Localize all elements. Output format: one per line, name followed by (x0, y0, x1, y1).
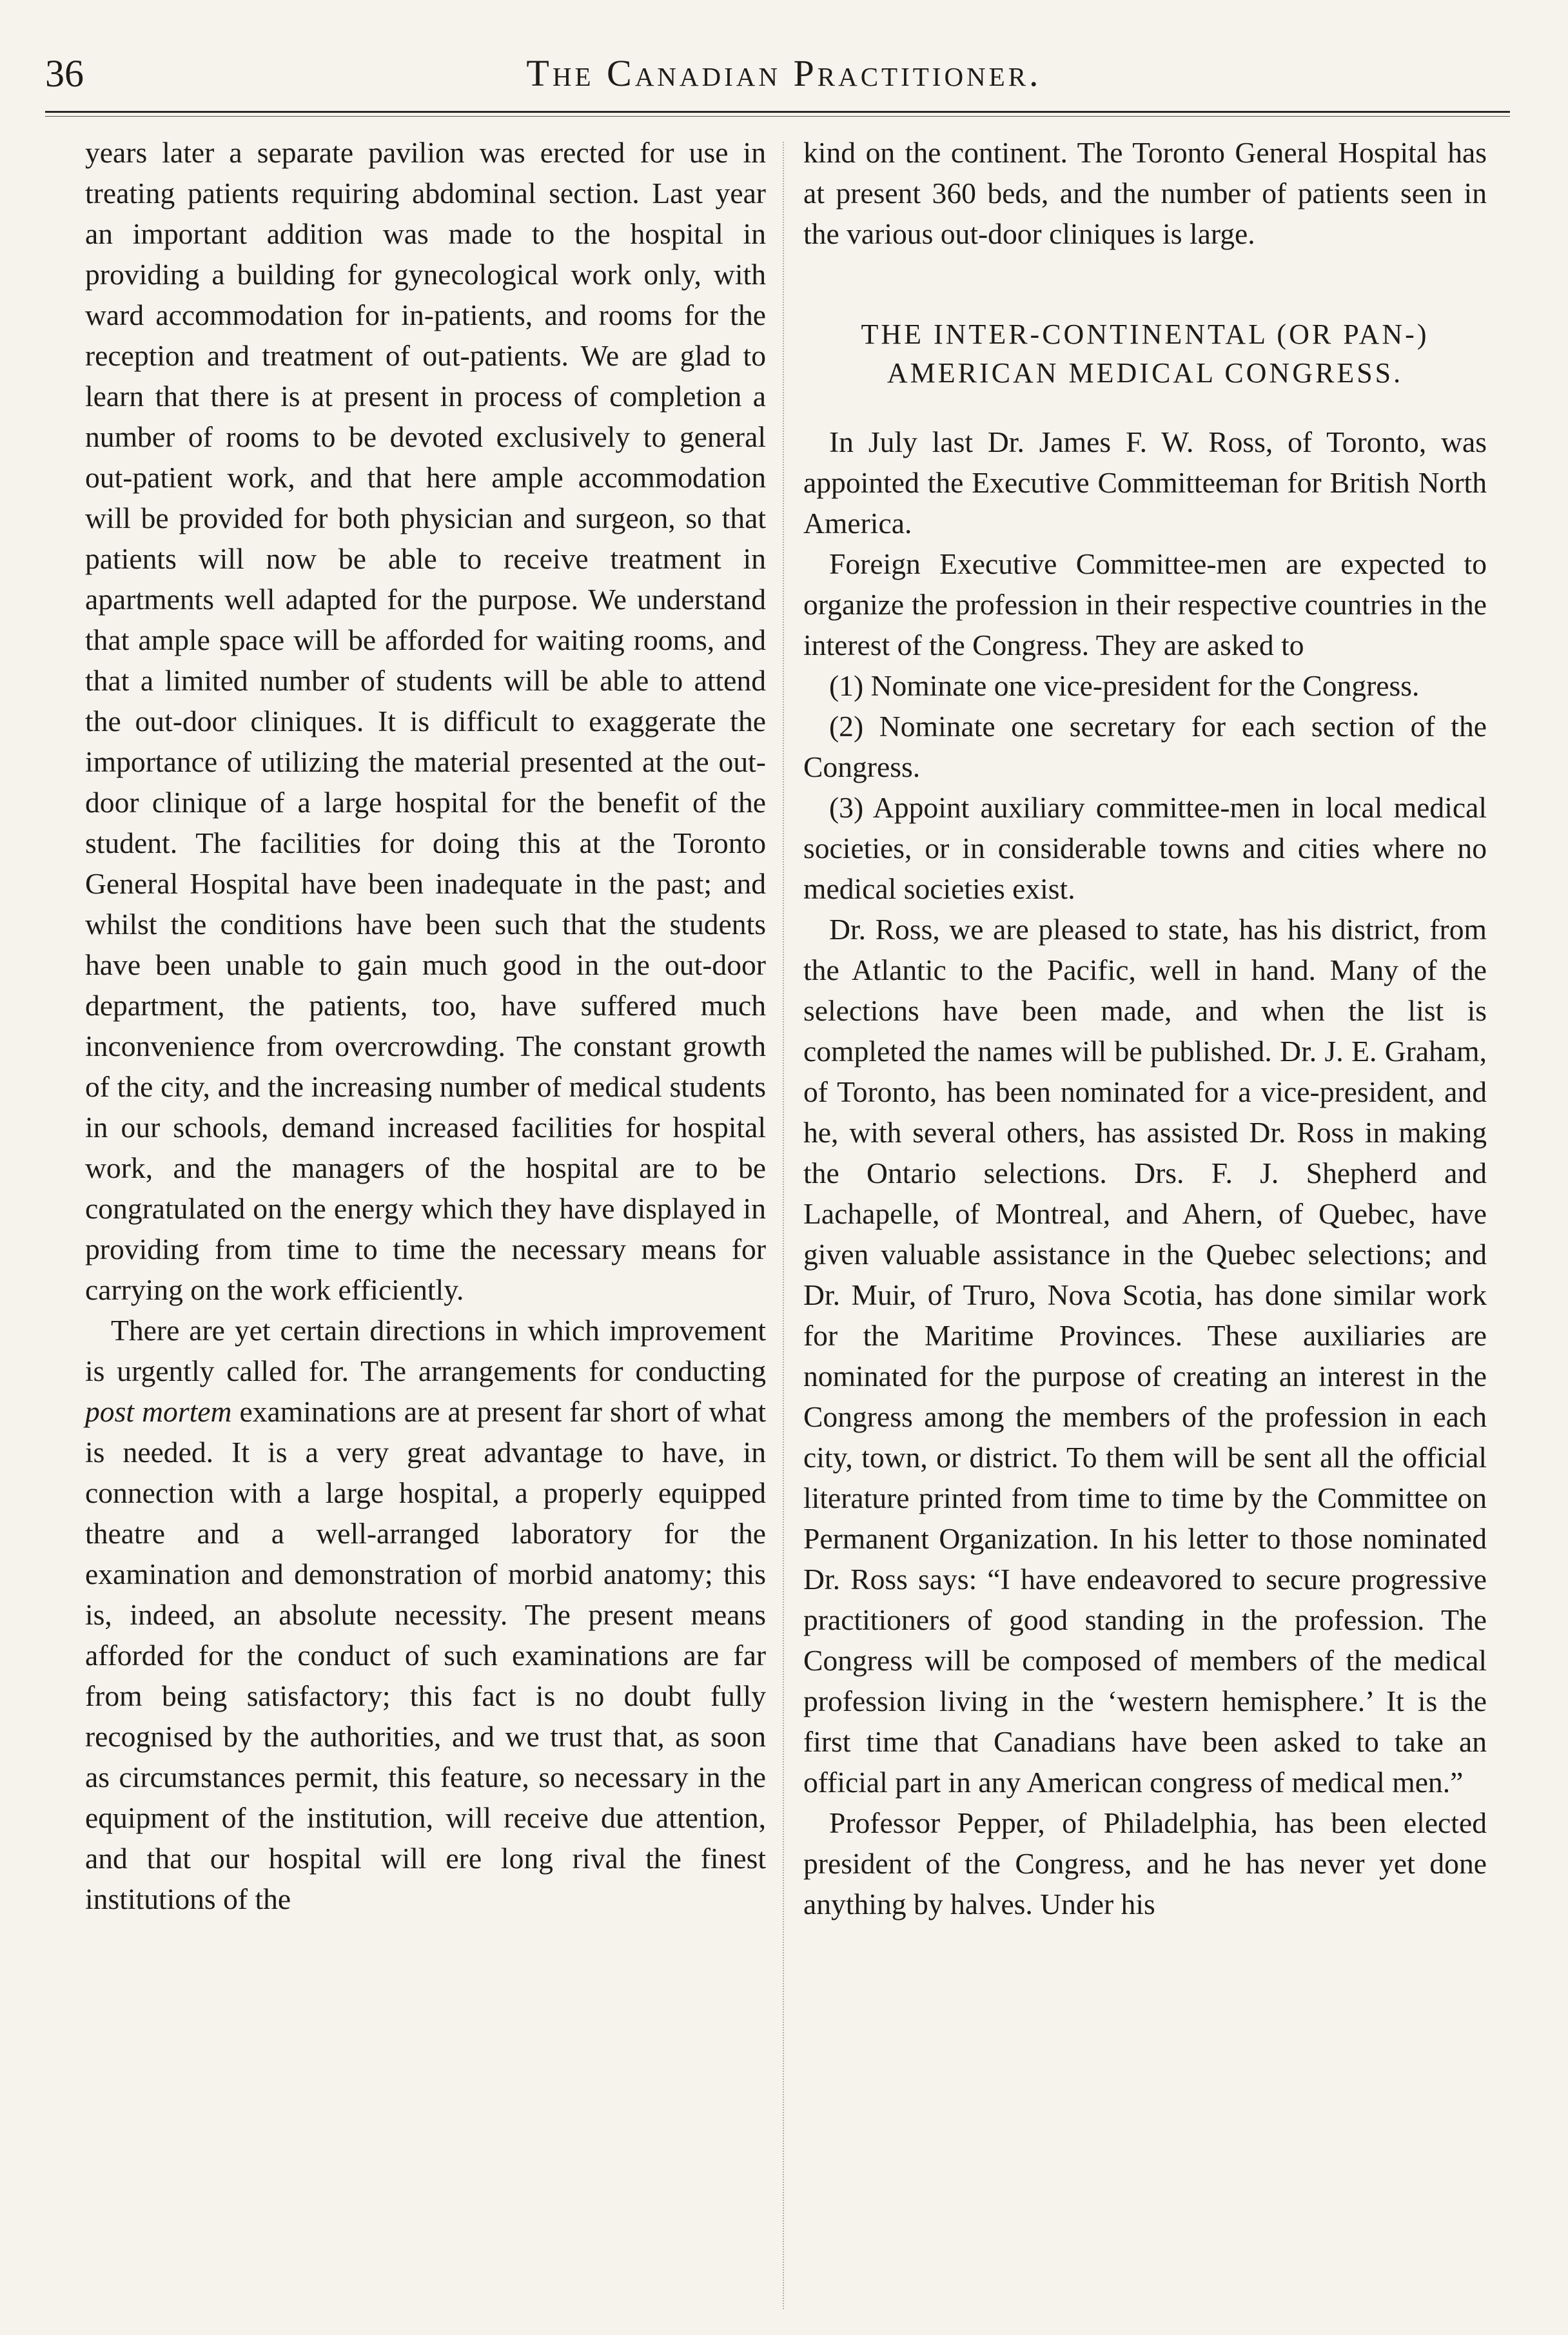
left-paragraph-2-text-a: There are yet certain directions in which improvement is urgently called for. The arrangements for conducting (85, 1314, 766, 1387)
left-paragraph-2-text-b: examinations are at present far short of what is needed. It is a very great advantage to have, in connection with a large hospital, a properly equipped theatre and a well-arranged laboratory for the examination and demonstration of morbid anatomy; this is, indeed, an absolute necessity. The present means afforded for the conduct of such examinations are far from being satisfactory; this fact is no doubt fully recognised by the authorities, and we trust that, as soon as circumstances permit, this feature, so necessary in the equipment of the institution, will receive due attention, and that our hospital will ere long rival the finest institutions of the (85, 1395, 767, 1915)
page-header (45, 40, 1523, 104)
list-item-3: (3) Appoint auxiliary committee-men in local medical societies, or in considerable towns and cities where no medical societies exist. (803, 791, 1487, 905)
header-rule-thin (45, 116, 1510, 117)
right-paragraph-5: Professor Pepper, of Philadelphia, has been elected president of the Congress, and he has never yet done anything by halves. Under his (803, 1806, 1487, 1920)
header-rule (45, 111, 1510, 113)
right-paragraph-1: kind on the continent. The Toronto General Hospital has at present 360 beds, and the number of patients seen in the various out-door cliniques is large. (803, 136, 1487, 250)
running-title: The Canadian Practitioner. (526, 52, 1042, 94)
left-paragraph-2 (85, 1310, 766, 1919)
right-paragraph-2: In July last Dr. James F. W. Ross, of Toronto, was appointed the Executive Committeeman for British North America. (803, 425, 1487, 540)
page-number: 36 (45, 52, 84, 95)
right-paragraph-3: Foreign Executive Committee-men are expected to organize the profession in their respective countries in the interest of the Congress. They are asked to (803, 547, 1487, 661)
left-paragraph-1: years later a separate pavilion was erected for use in treating patients requiring abdominal section. Last year an important addition was made to the hospital in providing a building for gynecological work only, with ward accommodation for in-patients, and rooms for the reception and treatment of out-patients. We are glad to learn that there is at present in process of completion a number of rooms to be devoted exclusively to general out-patient work, and that here ample accommodation will be provided for both physician and surgeon, so that patients will now be able to receive treatment in apartments well adapted for the purpose. We understand that ample space will be afforded for waiting rooms, and that a limited number of students will be able to attend the out-door cliniques. It is difficult to exaggerate the importance of utilizing the material presented at the out-door clinique of a large hospital for the benefit of the student. The facilities for doing this at the Toronto General Hospital have been inadequate in the past; and whilst the conditions have been such that the students have been unable to gain much good in the out-door department, the patients, too, have suffered much inconvenience from overcrowding. The constant growth of the city, and the increasing number of medical students in our schools, demand increased facilities for hospital work, and the managers of the hospital are to be congratulated on the energy which they have displayed in providing from time to time the necessary means for carrying on the work efficiently. (85, 136, 766, 1306)
right-paragraph-4: Dr. Ross, we are pleased to state, has his district, from the Atlantic to the Pacific, well in hand. Many of the selections have been made, and when the list is completed the names will be published. Dr. J. E. Graham, of Toronto, has been nominated for a vice-president, and he, with several others, has assisted Dr. Ross in making the Ontario selections. Drs. F. J. Shepherd and Lachapelle, of Montreal, and Ahern, of Quebec, have given valuable assistance in the Quebec selections; and Dr. Muir, of Truro, Nova Scotia, has done similar work for the Maritime Provinces. These auxiliaries are nominated for the purpose of creating an interest in the Congress among the members of the profession in each city, town, or district. To them will be sent all the official literature printed from time to time by the Committee on Permanent Organization. In his letter to those nominated Dr. Ross says: “I have endeavored to secure progressive practitioners of good standing in the profession. The Congress will be composed of members of the medical profession living in the ‘western hemisphere.’ It is the first time that Canadians have been asked to take an official part in any American congress of medical men.” (803, 913, 1487, 1799)
italic-term: post mortem (85, 1395, 232, 1428)
column-divider (783, 142, 784, 2309)
right-column (803, 132, 1487, 1924)
list-item-1: (1) Nominate one vice-president for the Congress. (829, 669, 1420, 702)
list-item-2: (2) Nominate one secretary for each section of the Congress. (803, 710, 1487, 783)
left-column (85, 132, 766, 1919)
section-heading: THE INTER-CONTINENTAL (OR PAN-) AMERICAN MEDICAL CONGRESS. (861, 318, 1429, 389)
